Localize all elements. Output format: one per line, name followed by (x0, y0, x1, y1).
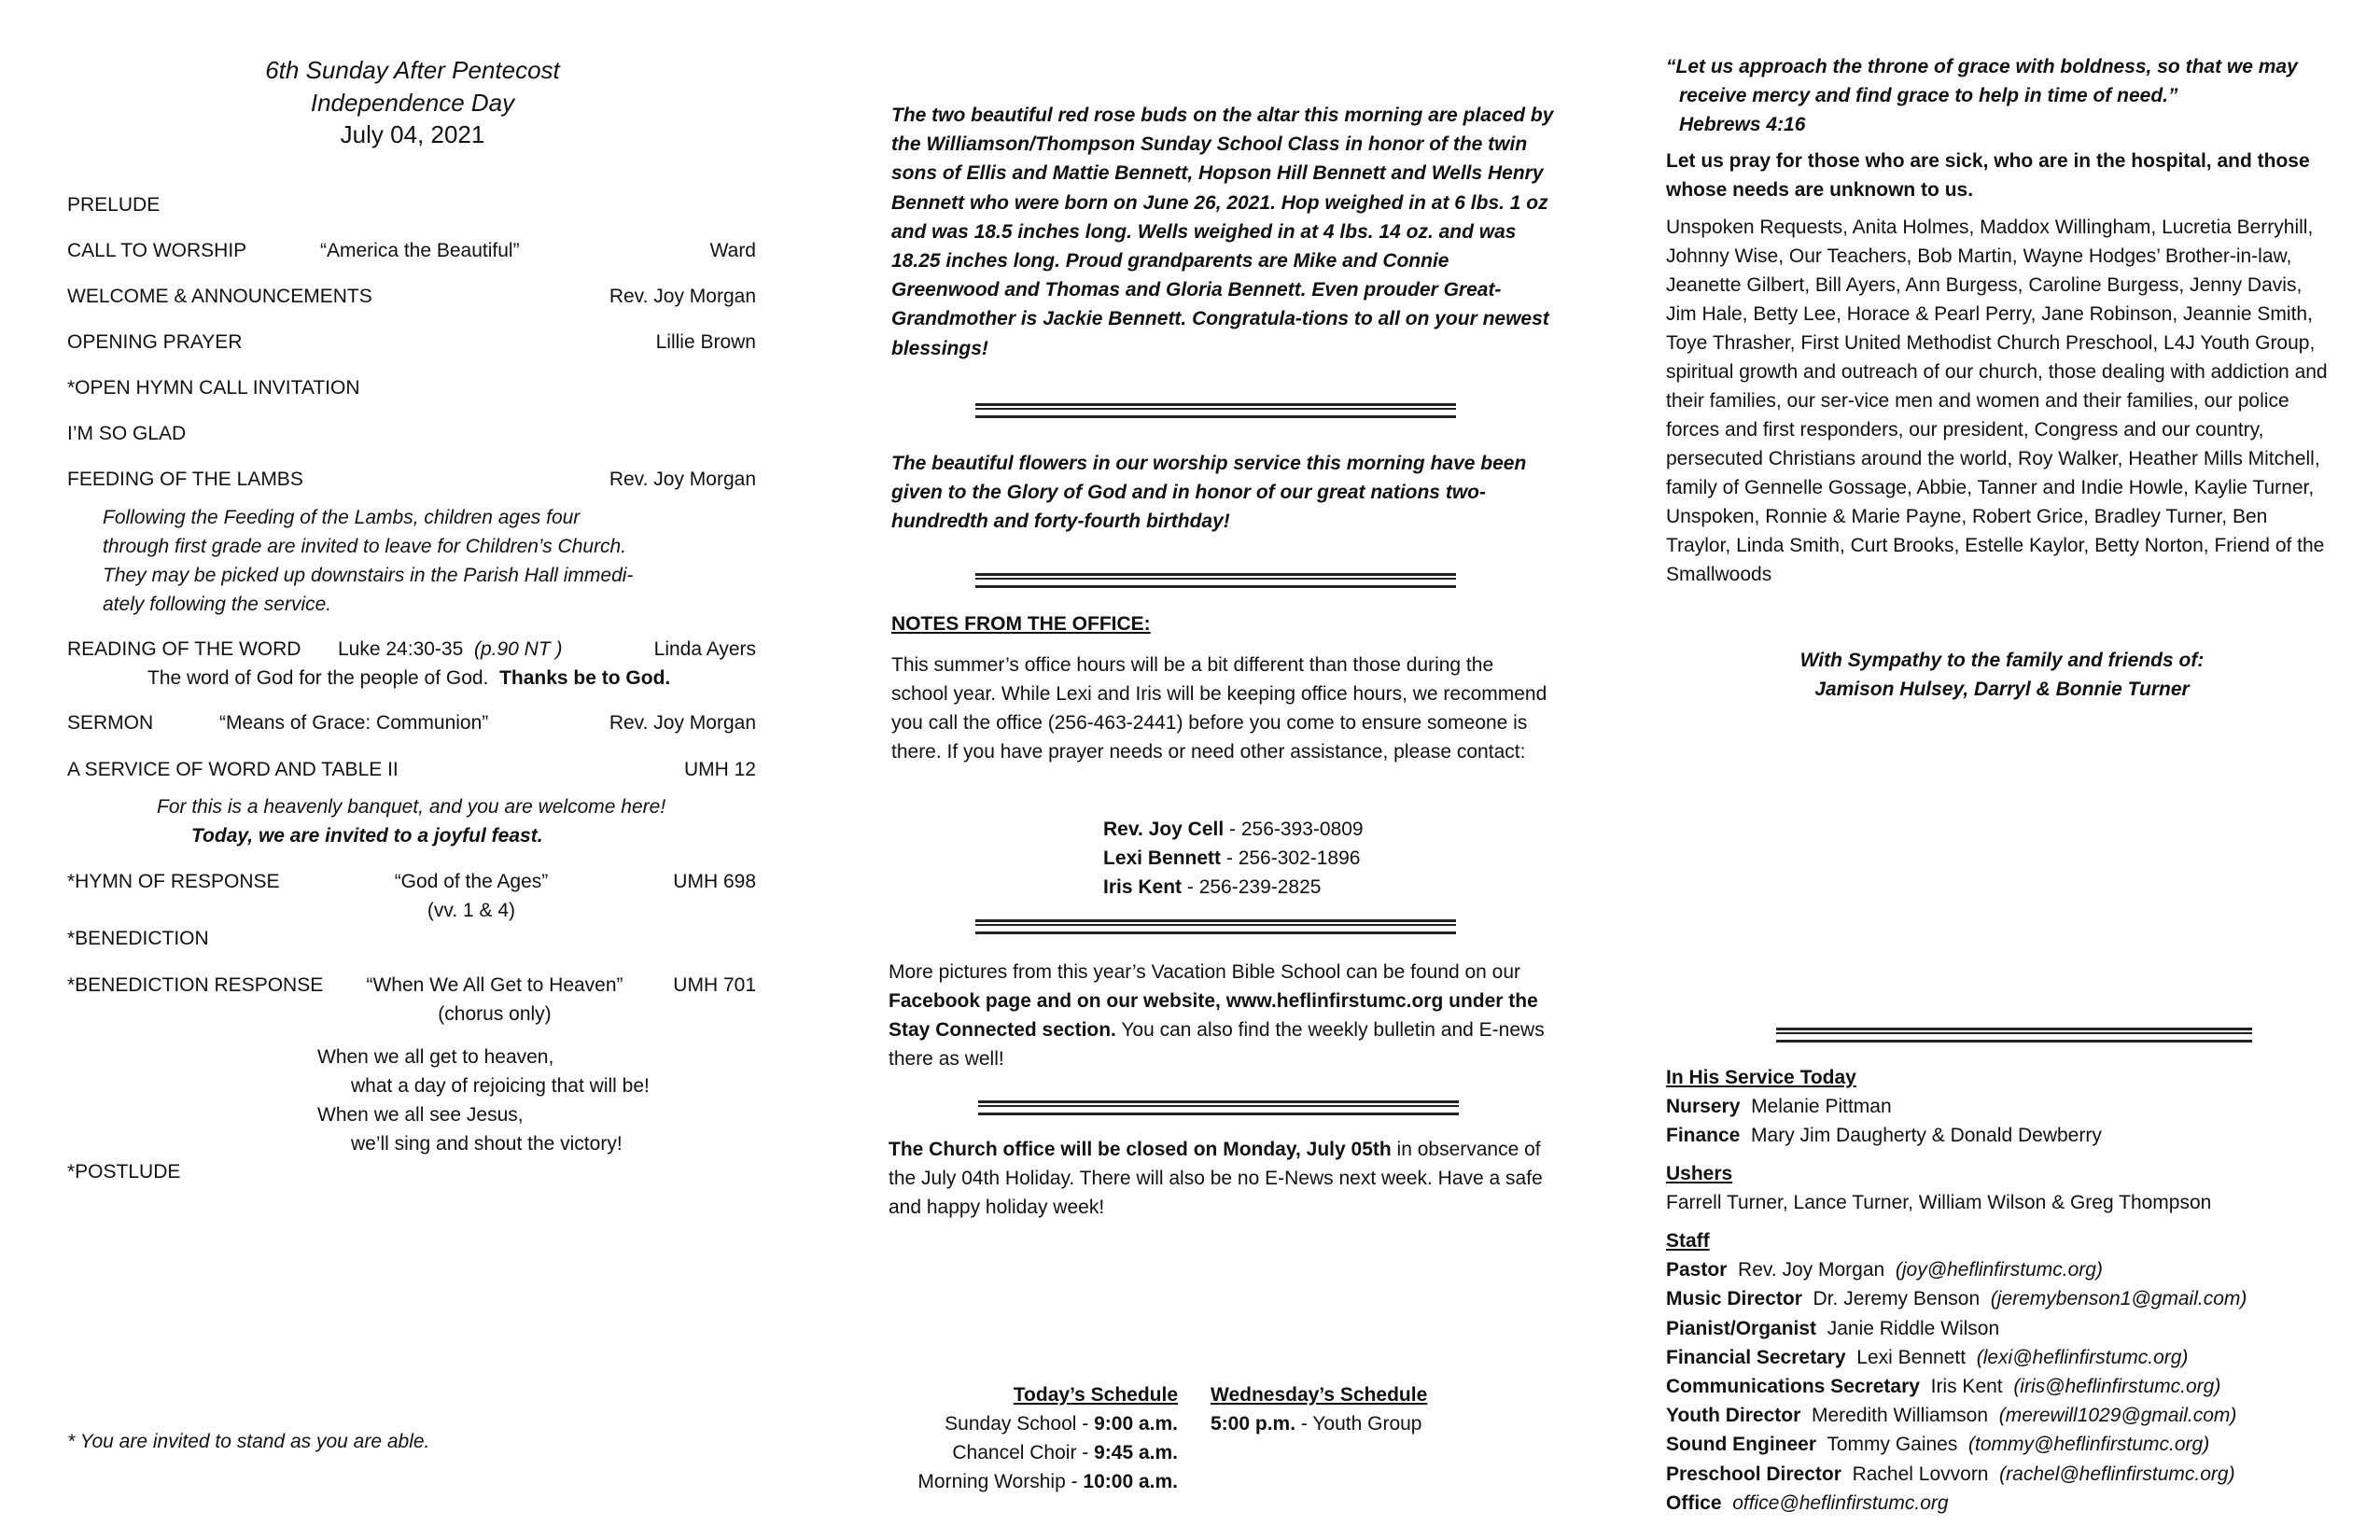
sympathy-note (1666, 646, 2338, 704)
rose-buds-announcement: The two beautiful red rose buds on the altar this morning are placed by the Williamson/Thompson Sunday School Class in honor of the twin sons of Ellis and Mattie Bennett, Hopson Hill Bennett and Wells Henry Bennett who were born on June 26, 2021. Hop weighed in at 6 lbs. 1 oz and was 18.5 inches long. Wells weighed in at 4 lbs. 14 oz. and was 18.25 inches long. Proud grandparents are Mike and Connie Greenwood and Thomas and Gloria Bennett. Even prouder Great-Grandmother is Jackie Bennett. Congratula-tions to all on your newest blessings! (891, 105, 1554, 359)
ushers (1666, 1159, 2211, 1217)
in-his-service-heading: In His Service Today (1666, 1067, 1856, 1088)
divider (975, 573, 1456, 588)
staff-list (1666, 1226, 2247, 1518)
staff-email: (tommy@heflinfirstumc.org) (1968, 1434, 2210, 1456)
call-to-worship-title: “America the Beautiful” (320, 240, 520, 261)
welcome-leader: Rev. Joy Morgan (609, 286, 756, 307)
service-name: Melanie Pittman (1751, 1096, 1892, 1117)
service-note-2: Today, we are invited to a joyful feast. (191, 825, 543, 847)
todays-schedule (840, 1380, 1178, 1496)
office-notes-body: This summer’s office hours will be a bit different than those during the school year. While Lexi and Iris will be keeping office hours, we recommend you call the office (256-463-2441) before you come to ensure someone is there. If you have prayer needs or need other assistance, please contact: (891, 654, 1547, 763)
opening-prayer-label: OPENING PRAYER (67, 331, 243, 353)
service-note-1: For this is a heavenly banquet, and you are welcome here! (157, 796, 666, 818)
staff-role: Financial Secretary (1666, 1346, 1846, 1368)
lambs-note (103, 503, 633, 619)
staff-role: Sound Engineer (1666, 1434, 1817, 1456)
benediction-response-title: “When We All Get to Heaven” (366, 974, 623, 996)
reading-page: (p.90 NT ) (473, 638, 563, 660)
call-to-worship-leader: Ward (709, 240, 756, 261)
verse-line: “Let us approach the throne of grace with boldness, so that we may (1666, 56, 2298, 77)
contact-item (1103, 873, 1364, 902)
office-closed-detail: in observance of the July 04th Holiday. There will also be no E-News next week. Have a safe and happy holiday week! (889, 1139, 1543, 1218)
lyric-line: we’ll sing and shout the victory! (351, 1133, 623, 1155)
reading-response-call: The word of God for the people of God. (147, 667, 489, 689)
staff-name: Lexi Bennett (1856, 1346, 1967, 1368)
service-item (1666, 1121, 2102, 1150)
sympathy-names: Jamison Hulsey, Darryl & Bonnie Turner (1814, 679, 2190, 700)
sermon-label: SERMON (67, 712, 154, 734)
reading-leader: Linda Ayers (653, 638, 756, 660)
header-date: July 04, 2021 (340, 120, 485, 149)
staff-email: (iris@heflinfirstumc.org) (2013, 1376, 2221, 1398)
reading-response-answer: Thanks be to God. (499, 667, 671, 689)
vbs-text: You can also find the weekly bulletin and E-news there as well! (889, 1019, 1545, 1070)
schedule-item (840, 1409, 1178, 1438)
staff-role: Office (1666, 1491, 1722, 1514)
todays-schedule-heading: Today’s Schedule (1013, 1384, 1178, 1406)
staff-email: (merewill1029@gmail.com) (1998, 1405, 2237, 1427)
hymn-response-label: *HYMN OF RESPONSE (67, 871, 280, 892)
contact-phone: - 256-393-0809 (1224, 819, 1364, 840)
staff-name: Rachel Lovvorn (1852, 1463, 1989, 1485)
staff-role: Pianist/Organist (1666, 1317, 1817, 1339)
vbs-text: More pictures from this year’s Vacation Bible School can be found on our (889, 961, 1521, 983)
staff-email: (rachel@heflinfirstumc.org) (1999, 1463, 2235, 1485)
schedule-time: 9:00 a.m. (1094, 1413, 1178, 1435)
contact-name: Lexi Bennett (1103, 847, 1222, 869)
reading-ref (338, 636, 562, 664)
hymn-response-title: “God of the Ages” (394, 871, 549, 892)
sympathy-line: With Sympathy to the family and friends of: (1799, 650, 2205, 671)
vbs-website: Facebook page and on our website, www.heflinfirstumc.org under the Stay Connected section. (889, 990, 1538, 1041)
office-closed-text: The Church office will be closed on Monday, July 05th (889, 1139, 1392, 1160)
schedule-item (840, 1438, 1178, 1467)
call-to-worship-label: CALL TO WORSHIP (67, 240, 247, 261)
ushers-names: Farrell Turner, Lance Turner, William Wilson & Greg Thompson (1666, 1192, 2212, 1213)
staff-name: Tommy Gaines (1827, 1434, 1958, 1456)
schedule-time: 5:00 p.m. (1211, 1413, 1296, 1435)
benediction-response-label: *BENEDICTION RESPONSE (67, 974, 324, 996)
schedule-label: - Youth Group (1295, 1413, 1422, 1435)
schedule-label: Morning Worship - (917, 1471, 1084, 1492)
in-his-service (1666, 1063, 2102, 1150)
prelude: PRELUDE (67, 194, 161, 216)
staff-role: Preschool Director (1666, 1463, 1841, 1485)
opening-prayer-leader: Lillie Brown (655, 331, 756, 353)
staff-item (1666, 1314, 2247, 1343)
service-name: Mary Jim Daugherty & Donald Dewberry (1751, 1125, 2102, 1146)
service-item (1666, 1092, 2102, 1121)
staff-email: (lexi@heflinfirstumc.org) (1976, 1346, 2189, 1368)
divider (1776, 1028, 2252, 1043)
staff-item (1666, 1489, 2247, 1518)
staff-email: office@heflinfirstumc.org (1732, 1491, 1949, 1514)
header (67, 54, 758, 151)
lambs-note-line: They may be picked up downstairs in the Parish Hall immedi- (103, 565, 634, 586)
staff-email: (joy@heflinfirstumc.org) (1895, 1259, 2103, 1281)
header-line2: Independence Day (310, 88, 515, 117)
contact-phone: - 256-239-2825 (1182, 876, 1322, 898)
contact-name: Iris Kent (1103, 876, 1183, 898)
hymn-response-verses: (vv. 1 & 4) (427, 900, 516, 921)
schedule-label: Chancel Choir - (952, 1442, 1095, 1463)
schedule-item (840, 1467, 1178, 1496)
staff-item (1666, 1284, 2247, 1313)
staff-role: Communications Secretary (1666, 1376, 1920, 1398)
divider (975, 919, 1456, 934)
scripture-verse (1666, 52, 2298, 139)
lyric-line: what a day of rejoicing that will be! (351, 1075, 650, 1097)
contact-phone: - 256-302-1896 (1221, 847, 1361, 869)
service-ref: UMH 12 (683, 759, 756, 780)
hymn-response-ref: UMH 698 (673, 871, 756, 892)
staff-role: Pastor (1666, 1259, 1728, 1281)
staff-name: Meredith Williamson (1811, 1405, 1989, 1427)
staff-name: Rev. Joy Morgan (1738, 1259, 1885, 1281)
contact-item (1103, 815, 1364, 844)
feeding-lambs-label: FEEDING OF THE LAMBS (67, 469, 303, 490)
lyric-line: When we all see Jesus, (317, 1104, 524, 1126)
header-line1: 6th Sunday After Pentecost (265, 56, 560, 84)
feeding-lambs-leader: Rev. Joy Morgan (609, 469, 756, 490)
lyric-line: When we all get to heaven, (317, 1046, 554, 1068)
verse-reference: Hebrews 4:16 (1679, 114, 1806, 135)
flowers-announcement: The beautiful flowers in our worship service this morning have been given to the Glory of God and in honor of our great nations two-hundredth and forty-fourth birthday! (891, 453, 1527, 532)
staff-heading: Staff (1666, 1230, 1710, 1252)
service-role: Finance (1666, 1125, 1741, 1146)
sermon-leader: Rev. Joy Morgan (609, 712, 756, 734)
open-hymn: *OPEN HYMN CALL INVITATION (67, 377, 360, 399)
staff-email: (jeremybenson1@gmail.com) (1990, 1288, 2247, 1310)
stand-footnote: * You are invited to stand as you are able. (67, 1431, 430, 1452)
contact-item (1103, 844, 1364, 873)
service-label: A SERVICE OF WORD AND TABLE II (67, 759, 399, 780)
staff-name: Iris Kent (1930, 1376, 2003, 1398)
benediction-response-ref: UMH 701 (673, 974, 756, 996)
verse-line: receive mercy and find grace to help in time of need.” (1679, 85, 2178, 106)
hymn-lyrics (317, 1043, 650, 1158)
postlude: *POSTLUDE (67, 1161, 181, 1183)
wednesday-schedule-heading: Wednesday’s Schedule (1211, 1384, 1428, 1406)
schedule-label: Sunday School - (945, 1413, 1095, 1435)
office-closed-announcement (889, 1135, 1556, 1222)
service-role: Nursery (1666, 1096, 1741, 1117)
staff-name: Janie Riddle Wilson (1827, 1317, 2000, 1339)
staff-item (1666, 1401, 2247, 1430)
benediction-response-note: (chorus only) (438, 1003, 552, 1025)
staff-name: Dr. Jeremy Benson (1813, 1288, 1981, 1310)
prayer-list: Unspoken Requests, Anita Holmes, Maddox Willingham, Lucretia Berryhill, Johnny Wise, Our Teachers, Bob Martin, Wayne Hodges’ Brother-in-law, Jeanette Gilbert, Bill Ayers, Ann Burgess, Caroline Burgess, Jenny Davis, Jim Hale, Betty Lee, Horace & Pearl Perry, Jane Robinson, Jeannie Smith, Toye Thrasher, First United Methodist Church Preschool, L4J Youth Group, spiritual growth and outreach of our church, those dealing with addiction and their families, our ser-vice men and women and their families, our police forces and first responders, our president, Congress and our country, persecuted Christians around the world, Roy Walker, Heather Mills Mitchell, family of Gennelle Gossage, Abbie, Tanner and Indie Howle, Kaylie Turner, Unspoken, Ronnie & Marie Payne, Robert Grice, Bradley Turner, Ben Traylor, Linda Smith, Curt Brooks, Estelle Kaylor, Betty Norton, Friend of the Smallwoods (1666, 217, 2328, 585)
staff-item (1666, 1255, 2247, 1284)
divider (978, 1100, 1459, 1115)
reading-ref-text: Luke 24:30-35 (338, 638, 464, 660)
contact-name: Rev. Joy Cell (1103, 819, 1225, 840)
staff-item (1666, 1460, 2247, 1489)
benediction: *BENEDICTION (67, 928, 209, 949)
lambs-note-line: ately following the service. (103, 594, 332, 615)
wednesday-schedule (1211, 1380, 1427, 1438)
staff-item (1666, 1372, 2247, 1401)
office-notes-heading: NOTES FROM THE OFFICE: (891, 613, 1151, 635)
schedule-item (1211, 1409, 1427, 1438)
im-so-glad: I’M SO GLAD (67, 423, 187, 444)
sermon-title: “Means of Grace: Communion” (219, 712, 489, 734)
schedule-time: 9:45 a.m. (1094, 1442, 1178, 1463)
lambs-note-line: through first grade are invited to leave for Children’s Church. (103, 536, 627, 557)
divider (975, 403, 1456, 418)
prayer-intro: Let us pray for those who are sick, who are in the hospital, and those whose needs are unknown to us. (1666, 150, 2310, 201)
ushers-heading: Ushers (1666, 1163, 1733, 1184)
staff-item (1666, 1430, 2247, 1459)
schedule-time: 10:00 a.m. (1083, 1471, 1178, 1492)
vbs-announcement (889, 958, 1556, 1073)
lambs-note-line: Following the Feeding of the Lambs, children ages four (103, 507, 581, 528)
reading-response (147, 665, 670, 693)
staff-role: Youth Director (1666, 1405, 1801, 1427)
reading-label: READING OF THE WORD (67, 638, 301, 660)
welcome-label: WELCOME & ANNOUNCEMENTS (67, 286, 372, 307)
contact-list (1103, 815, 1364, 902)
staff-item (1666, 1343, 2247, 1372)
staff-role: Music Director (1666, 1288, 1802, 1310)
